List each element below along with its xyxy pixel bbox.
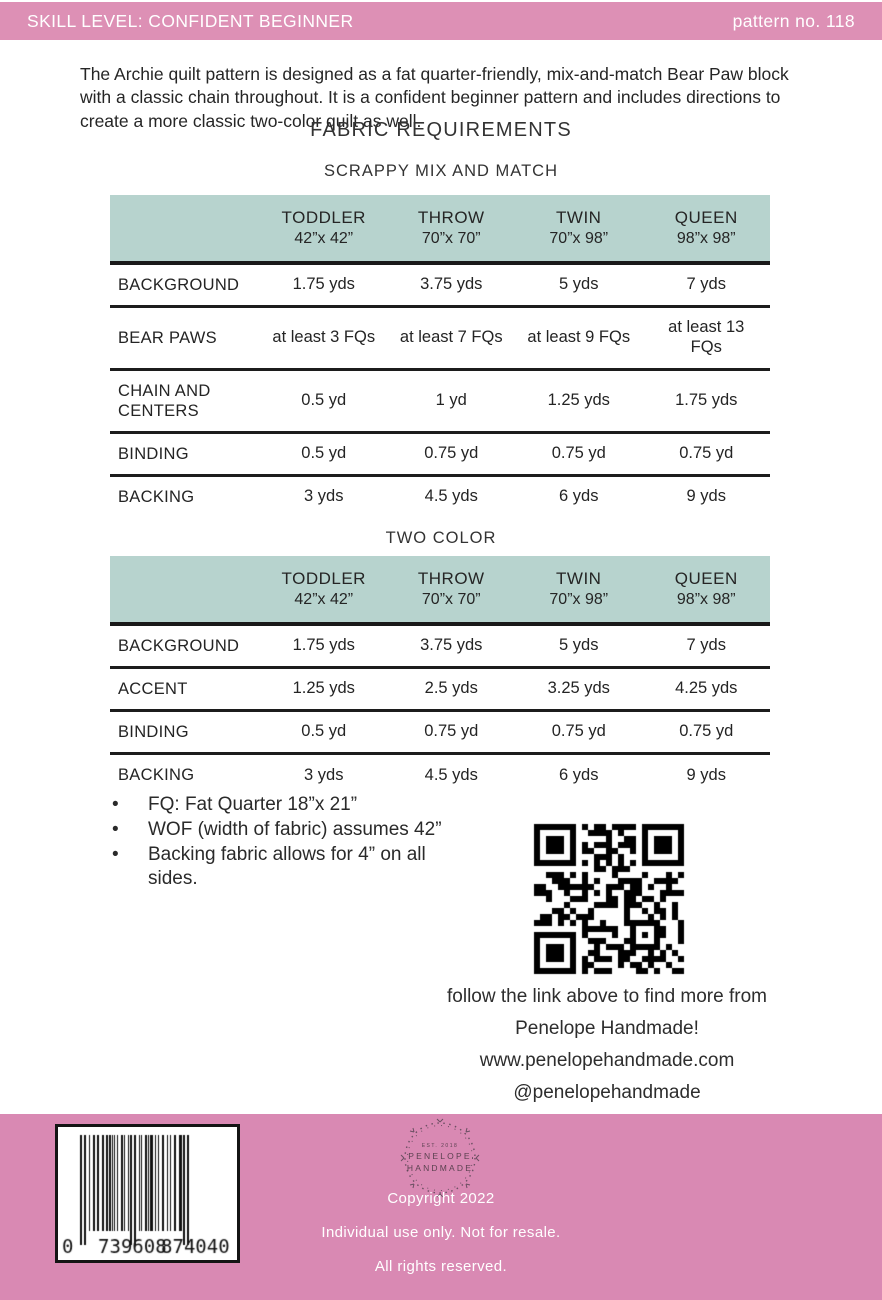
yardage-value: 3 yds: [304, 765, 344, 784]
table-row: [110, 308, 770, 371]
column-header: [260, 568, 388, 609]
yardage-value: 1.75 yds: [675, 390, 738, 409]
column-dimensions: 70”x 98”: [549, 590, 609, 608]
yardage-value: 1.75 yds: [292, 275, 355, 294]
yardage-value: 0.5 yd: [301, 722, 347, 741]
row-label: BEAR PAWS: [118, 328, 217, 347]
skill-level-label: SKILL LEVEL: CONFIDENT BEGINNER: [27, 10, 354, 31]
links-block: [332, 986, 882, 1114]
column-dimensions: 98”x 98”: [676, 229, 736, 247]
use-restriction-text: Individual use only. Not for resale.: [321, 1224, 561, 1241]
column-header: [388, 207, 516, 248]
qr-code: [530, 820, 688, 978]
yardage-value: at least 13 FQs: [668, 318, 745, 356]
yardage-value: 0.75 yd: [424, 722, 479, 741]
column-dimensions: 70”x 70”: [421, 229, 481, 247]
rights-text: All rights reserved.: [374, 1258, 508, 1275]
logo-name-line2: HANDMADE: [406, 1163, 474, 1173]
scrappy-fabric-table: [110, 195, 770, 517]
two-color-fabric-table: [110, 556, 770, 796]
row-label: ACCENT: [118, 680, 188, 699]
yardage-value: 3 yds: [304, 487, 344, 506]
note-text: WOF (width of fabric) assumes 42”: [148, 819, 442, 840]
yardage-value: 0.75 yd: [679, 444, 734, 463]
column-header: [643, 207, 771, 248]
yardage-value: at least 7 FQs: [399, 328, 503, 347]
instagram-handle: @penelopehandmade: [513, 1082, 701, 1103]
yardage-value: 6 yds: [559, 487, 599, 506]
intro-paragraph: The Archie quilt pattern is designed as a fat quarter-friendly, mix-and-match Bear Paw block with a classic chain throughout. It is a confident beginner pattern and includes directions to create a more classic two-color quilt as well.: [80, 63, 789, 131]
yardage-value: 5 yds: [559, 275, 599, 294]
note-text: FQ: Fat Quarter 18”x 21”: [148, 794, 358, 815]
yardage-value: 2.5 yds: [424, 679, 478, 698]
yardage-value: 1 yd: [435, 390, 467, 409]
row-label: BINDING: [118, 444, 189, 463]
bullet-icon: •: [112, 819, 119, 840]
column-dimensions: 98”x 98”: [676, 590, 736, 608]
yardage-value: 9 yds: [686, 765, 726, 784]
note-item: [112, 843, 452, 891]
logo-est-text: EST. 2018: [421, 1143, 459, 1149]
yardage-value: 9 yds: [686, 487, 726, 506]
column-header: [388, 568, 516, 609]
yardage-value: 4.5 yds: [424, 765, 478, 784]
note-item: [112, 793, 452, 817]
fabric-requirements-title: FABRIC REQUIREMENTS: [310, 119, 572, 141]
yardage-value: 0.75 yd: [424, 444, 479, 463]
column-header: [515, 207, 643, 248]
column-size-name: TODDLER: [281, 208, 366, 228]
row-label: CHAIN AND CENTERS: [118, 381, 211, 420]
yardage-value: 4.25 yds: [675, 679, 738, 698]
column-header: [515, 568, 643, 609]
column-dimensions: 70”x 98”: [549, 229, 609, 247]
yardage-value: 0.75 yd: [679, 722, 734, 741]
brand-name-text: Penelope Handmade!: [515, 1018, 699, 1039]
row-label: BACKGROUND: [118, 276, 240, 294]
column-size-name: THROW: [417, 208, 485, 228]
yardage-value: 0.5 yd: [301, 444, 347, 463]
two-color-table-title: TWO COLOR: [385, 529, 497, 547]
yardage-value: at least 9 FQs: [527, 328, 631, 347]
column-dimensions: 42”x 42”: [294, 590, 354, 608]
footer-band: [0, 1114, 882, 1300]
column-dimensions: 42”x 42”: [294, 229, 354, 247]
table-row: [110, 265, 770, 308]
website-url: www.penelopehandmade.com: [479, 1050, 735, 1071]
yardage-value: 3.75 yds: [420, 275, 483, 294]
pattern-number: pattern no. 118: [732, 10, 855, 31]
column-size-name: TWIN: [556, 569, 602, 589]
skill-level-bar: [0, 2, 882, 40]
yardage-value: at least 3 FQs: [272, 328, 376, 347]
bullet-icon: •: [112, 794, 119, 815]
column-header: [260, 207, 388, 248]
table-row: [110, 477, 770, 517]
table-row: [110, 669, 770, 712]
table-row: [110, 755, 770, 795]
table-header-row: [110, 556, 770, 626]
table-row: [110, 626, 770, 669]
column-header: [643, 568, 771, 609]
yardage-value: 3.25 yds: [547, 679, 610, 698]
yardage-value: 1.75 yds: [292, 636, 355, 655]
yardage-value: 0.75 yd: [551, 722, 606, 741]
bullet-icon: •: [112, 844, 119, 865]
table-row: [110, 712, 770, 755]
yardage-value: 0.75 yd: [551, 444, 606, 463]
copyright-text: Copyright 2022: [387, 1190, 495, 1207]
note-item: [112, 818, 452, 842]
logo-name-line1: PENELOPE: [408, 1151, 472, 1161]
column-size-name: TWIN: [556, 208, 602, 228]
scrappy-table-title: SCRAPPY MIX AND MATCH: [323, 162, 558, 180]
column-size-name: QUEEN: [674, 208, 738, 228]
row-label: BACKING: [118, 766, 195, 785]
row-label: BACKING: [118, 488, 195, 507]
table-row: [110, 434, 770, 477]
yardage-value: 5 yds: [559, 636, 599, 655]
yardage-value: 1.25 yds: [547, 390, 610, 409]
table-row: [110, 371, 770, 434]
yardage-value: 1.25 yds: [292, 679, 355, 698]
note-text: Backing fabric allows for 4” on all sides.: [148, 844, 426, 889]
table-header-row: [110, 195, 770, 265]
follow-link-text: follow the link above to find more from: [447, 986, 767, 1007]
yardage-value: 0.5 yd: [301, 390, 347, 409]
yardage-value: 4.5 yds: [424, 487, 478, 506]
row-label: BACKGROUND: [118, 637, 240, 655]
column-size-name: QUEEN: [674, 569, 738, 589]
column-size-name: THROW: [417, 569, 485, 589]
penelope-handmade-logo: [398, 1116, 482, 1200]
notes-list: [112, 793, 452, 892]
yardage-value: 3.75 yds: [420, 636, 483, 655]
yardage-value: 7 yds: [686, 636, 726, 655]
row-label: BINDING: [118, 723, 189, 742]
column-size-name: TODDLER: [281, 569, 366, 589]
yardage-value: 6 yds: [559, 765, 599, 784]
yardage-value: 7 yds: [686, 275, 726, 294]
column-dimensions: 70”x 70”: [421, 590, 481, 608]
